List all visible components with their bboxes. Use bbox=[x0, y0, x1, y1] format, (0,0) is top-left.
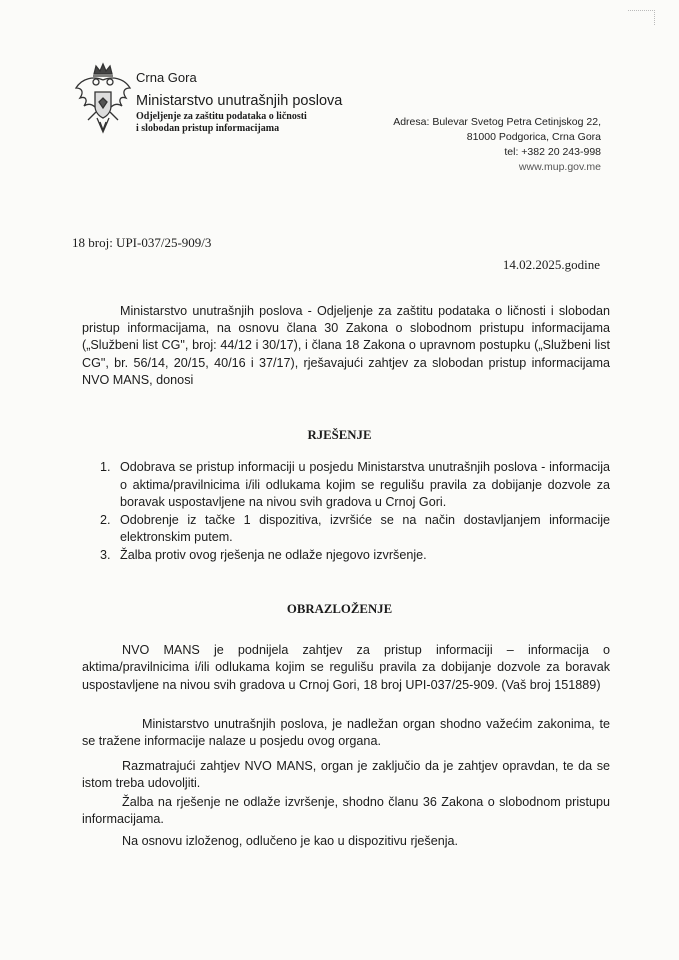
ministry-name: Ministarstvo unutrašnjih poslova bbox=[136, 93, 343, 109]
list-item bbox=[82, 459, 610, 512]
address-line-2: 81000 Podgorica, Crna Gora bbox=[466, 131, 601, 143]
list-item-text: Odobrava se pristup informaciji u posjedu Ministarstva unutrašnjih poslova - informacija o aktima/pravilnicima i/ili odlukama kojim se regulišu pravila za dobijanje dozvole za boravak uspostavljene na nivou svih gradova u Crnoj Gori. bbox=[120, 460, 610, 510]
document-date: 14.02.2025.godine bbox=[502, 257, 600, 272]
department-name bbox=[136, 111, 336, 135]
reasoning-paragraph: NVO MANS je podnijela zahtjev za pristup informaciji – informacija o aktima/pravilnicima i/ili odlukama kojim se regulišu pravila za dobijanje dozvole za boravak uspostavljene na nivou svih gradova u Crnoj Gori, 18 broj UPI-037/25-909. (Vaš broj 151889) bbox=[82, 643, 610, 692]
department-line-1: Odjeljenje za zaštitu podataka o ličnosti bbox=[136, 111, 307, 122]
scan-corner-mark bbox=[628, 10, 655, 25]
phone: tel: +382 20 243-998 bbox=[504, 146, 601, 158]
reference-number: 18 broj: UPI-037/25-909/3 bbox=[72, 235, 212, 250]
list-item-number: 3. bbox=[100, 547, 111, 562]
website: www.mup.gov.me bbox=[518, 161, 601, 173]
decision-list bbox=[82, 459, 610, 565]
reasoning-paragraph: Razmatrajući zahtjev NVO MANS, organ je zaključio da je zahtjev opravdan, te da se istom treba udovoljiti. bbox=[82, 759, 610, 791]
reasoning-paragraph: Na osnovu izloženog, odlučeno je kao u dispozitivu rješenja. bbox=[122, 834, 459, 848]
address-line-1: Adresa: Bulevar Svetog Petra Cetinjskog 22, bbox=[393, 116, 601, 128]
coat-of-arms-logo bbox=[72, 62, 134, 138]
list-item-number: 2. bbox=[100, 512, 111, 527]
reasoning-heading: OBRAZLOŽENJE bbox=[286, 602, 393, 616]
decision-heading: RJEŠENJE bbox=[307, 428, 372, 442]
reasoning-paragraph: Žalba na rješenje ne odlaže izvršenje, shodno članu 36 Zakona o slobodnom pristupu informacijama. bbox=[82, 795, 610, 827]
department-line-2: i slobodan pristup informacijama bbox=[136, 123, 280, 134]
list-item-text: Odobrenje iz tačke 1 dispozitiva, izvršiće se na način dostavljanjem informacije elektronskim putem. bbox=[120, 512, 610, 545]
reasoning-paragraph: Ministarstvo unutrašnjih poslova, je nadležan organ shodno važećim zakonima, te se tražene informacije nalaze u posjedu ovog organa. bbox=[82, 717, 610, 749]
list-item-text: Žalba protiv ovog rješenja ne odlaže njegovo izvršenje. bbox=[120, 547, 427, 562]
contact-block bbox=[393, 115, 601, 175]
intro-paragraph: Ministarstvo unutrašnjih poslova - Odjeljenje za zaštitu podataka o ličnosti i slobodan pristup informacijama, na osnovu člana 30 Zakona o slobodnom pristupu informacijama („Službeni list CG", broj: 44/12 i 30/17), i člana 18 Zakona o upravnom postupku („Službeni list CG", br. 56/14, 20/15, 40/16 i 37/17), rješavajući zahtjev za slobodan pristup informacijama NVO MANS, donosi bbox=[82, 304, 610, 387]
list-item bbox=[82, 547, 610, 565]
country-name: Crna Gora bbox=[136, 70, 197, 85]
list-item-number: 1. bbox=[100, 460, 111, 474]
list-item bbox=[82, 512, 610, 547]
